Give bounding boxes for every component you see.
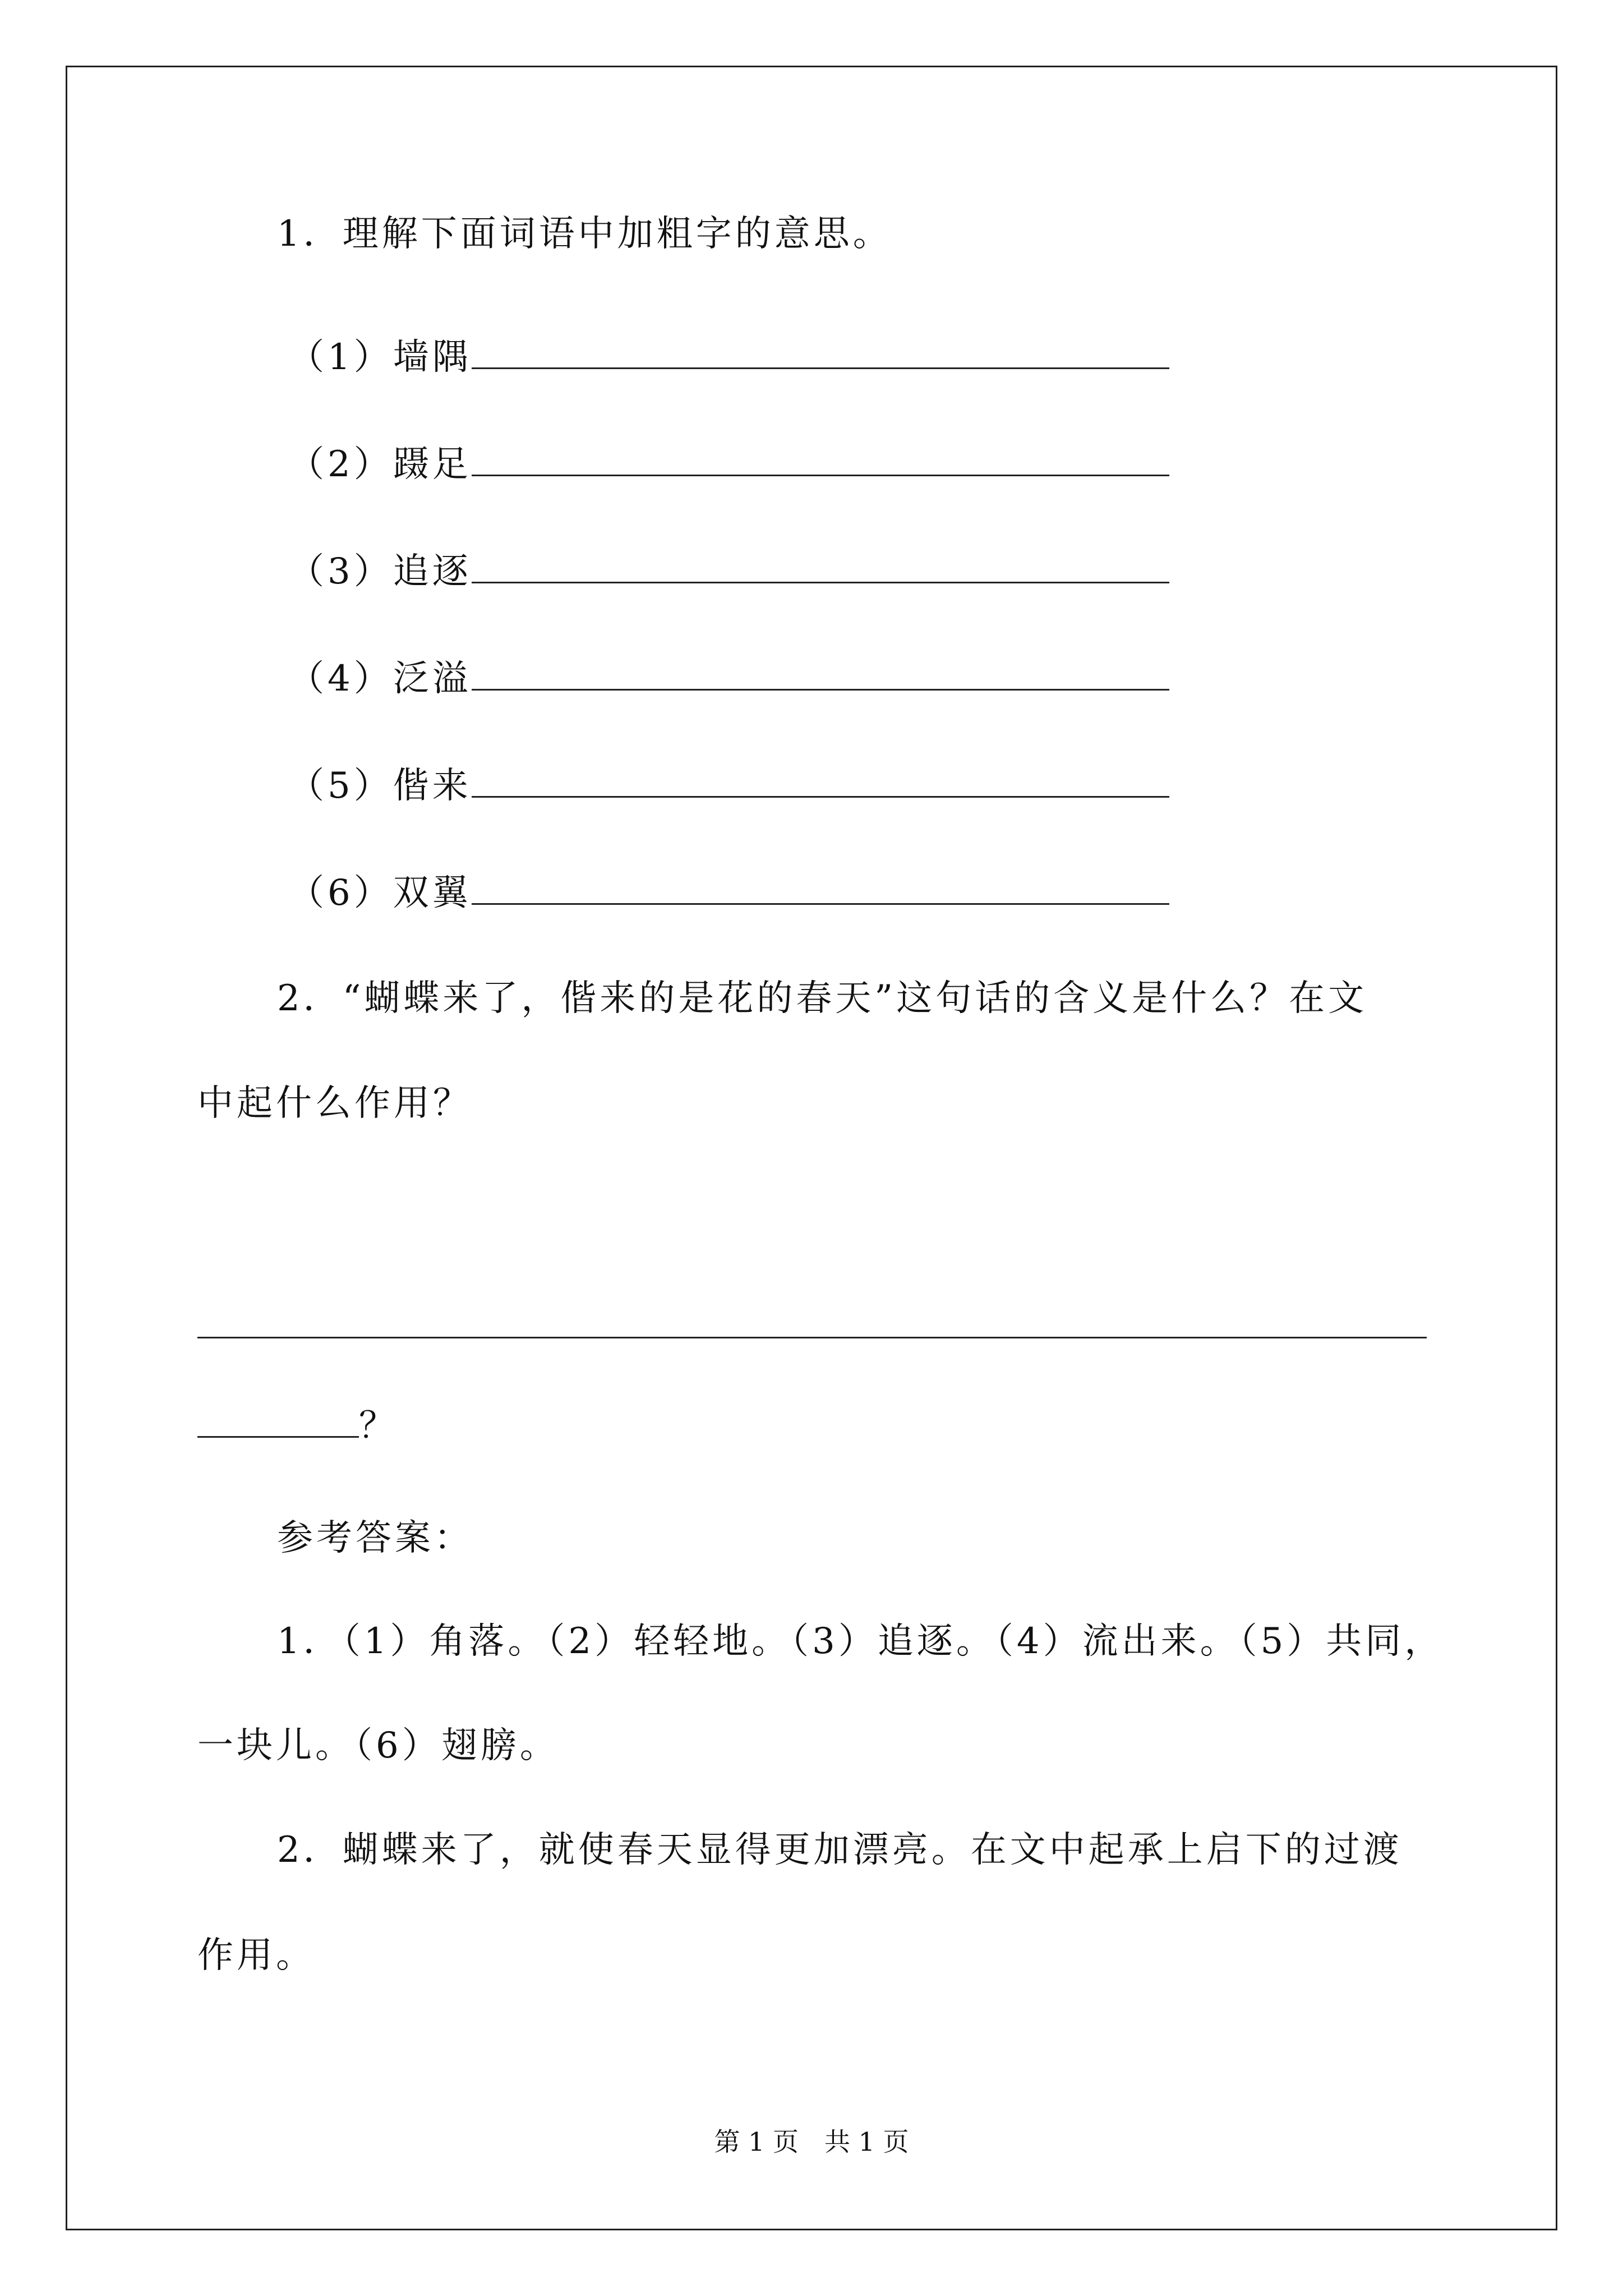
question-1-item-1 xyxy=(288,334,1169,380)
answer-blank[interactable] xyxy=(197,1402,359,1438)
item-label: （5）偕来 xyxy=(288,765,472,807)
item-label: （3）追逐 xyxy=(288,551,472,592)
answer-2-line-2: 作用。 xyxy=(197,1935,315,1976)
item-label: （6）双翼 xyxy=(288,872,472,914)
page-footer: 第 1 页 共 1 页 xyxy=(714,2127,909,2157)
question-2-line-1: 2．“蝴蝶来了，偕来的是花的春天”这句话的含义是什么？在文 xyxy=(277,978,1368,1019)
answer-1-line-2: 一块儿。（6）翅膀。 xyxy=(197,1725,559,1766)
question-1-item-2 xyxy=(288,441,1169,487)
question-2-line-2: 中起什么作用？ xyxy=(197,1083,472,1124)
item-label: （4）泛溢 xyxy=(288,658,472,700)
answer-blank[interactable] xyxy=(472,762,1169,798)
answers-heading: 参考答案： xyxy=(277,1517,473,1559)
answer-blank[interactable] xyxy=(472,334,1169,369)
item-label: （1）墙隅 xyxy=(288,337,472,378)
answer-rule[interactable] xyxy=(197,1337,1427,1338)
question-1-item-4 xyxy=(288,655,1169,701)
answer-1-line-1: 1．（1）角落。（2）轻轻地。（3）追逐。（4）流出来。（5）共同， xyxy=(277,1621,1444,1662)
answer-blank[interactable] xyxy=(472,869,1169,905)
answer-blank[interactable] xyxy=(472,655,1169,691)
page-border xyxy=(66,66,1557,2230)
question-1-item-5 xyxy=(288,762,1169,808)
question-1-item-6 xyxy=(288,869,1169,915)
question-1-title: 1．理解下面词语中加粗字的意思。 xyxy=(277,213,892,255)
item-label: （2）蹑足 xyxy=(288,444,472,485)
question-2-short-blank-line xyxy=(197,1402,398,1448)
answer-blank[interactable] xyxy=(472,441,1169,476)
question-mark: ？ xyxy=(359,1405,398,1447)
question-1-item-3 xyxy=(288,548,1169,594)
answer-2-line-1: 2．蝴蝶来了，就使春天显得更加漂亮。在文中起承上启下的过渡 xyxy=(277,1829,1403,1871)
answer-blank[interactable] xyxy=(472,548,1169,583)
